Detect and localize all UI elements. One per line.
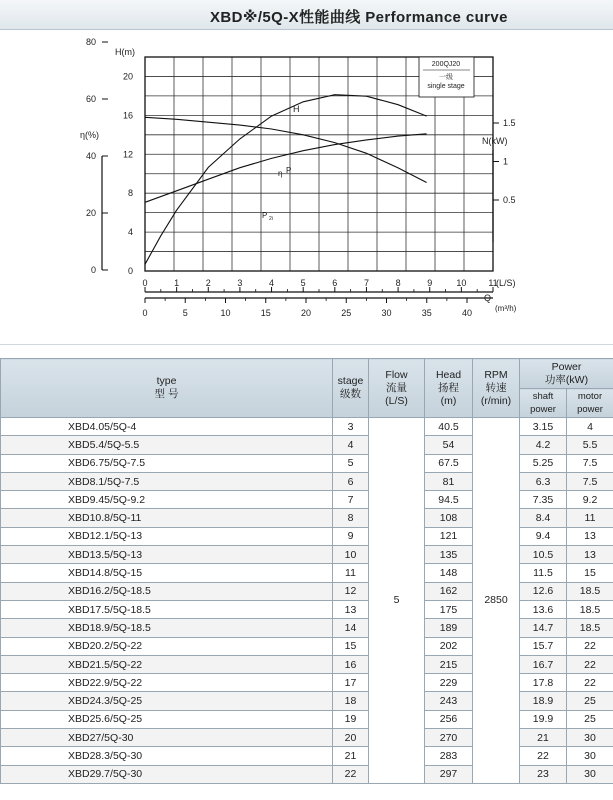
stage-cell: 17 bbox=[333, 674, 369, 692]
head-header-cn: 扬程 bbox=[438, 381, 459, 394]
rpm-cell: 2850 bbox=[473, 418, 520, 784]
shaft-power-cell: 8.4 bbox=[520, 509, 567, 527]
table-row bbox=[1, 600, 613, 618]
type-cell: XBD21.5/5Q-22 bbox=[1, 655, 333, 673]
shaft-power-cell: 10.5 bbox=[520, 546, 567, 564]
head-tick-label: 20 bbox=[122, 71, 133, 82]
model-box-note-cn: 一级 bbox=[439, 74, 453, 81]
head-cell: 121 bbox=[425, 527, 473, 545]
shaft-power-cell: 16.7 bbox=[520, 655, 567, 673]
table-row bbox=[1, 582, 613, 600]
stage-cell: 16 bbox=[333, 655, 369, 673]
motor-power-cell: 7.5 bbox=[567, 454, 613, 472]
head-cell: 215 bbox=[425, 655, 473, 673]
shaft-power-cell: 13.6 bbox=[520, 600, 567, 618]
motor-power-cell: 22 bbox=[567, 655, 613, 673]
type-cell: XBD4.05/5Q-4 bbox=[1, 418, 333, 436]
stage-cell: 10 bbox=[333, 546, 369, 564]
stage-cell: 3 bbox=[333, 418, 369, 436]
stage-cell: 9 bbox=[333, 527, 369, 545]
performance-table bbox=[0, 358, 613, 784]
head-cell: 189 bbox=[425, 619, 473, 637]
type-cell: XBD28.3/5Q-30 bbox=[1, 747, 333, 765]
motor-power-cell: 9.2 bbox=[567, 491, 613, 509]
stage-cell: 12 bbox=[333, 582, 369, 600]
shaft-power-cell: 5.25 bbox=[520, 454, 567, 472]
flow-m3h-tick-label: 30 bbox=[381, 308, 392, 318]
eff-tick-label: 40 bbox=[85, 151, 96, 161]
motor-power-cell: 5.5 bbox=[567, 436, 613, 454]
type-cell: XBD20.2/5Q-22 bbox=[1, 637, 333, 655]
stage-cell: 7 bbox=[333, 491, 369, 509]
head-cell: 175 bbox=[425, 600, 473, 618]
shaft-power-cell: 6.3 bbox=[520, 472, 567, 490]
eff-tick-label: 60 bbox=[85, 94, 96, 104]
eff-power-label: P bbox=[286, 166, 292, 175]
flow-m3h-axis-label: Q bbox=[484, 293, 492, 303]
flow-m3h-tick-label: 0 bbox=[142, 308, 148, 318]
power-header-cn: 功率(kW) bbox=[544, 373, 589, 386]
head-header-unit: (m) bbox=[440, 394, 457, 407]
shaft-power-cell: 3.15 bbox=[520, 418, 567, 436]
table-row bbox=[1, 436, 613, 454]
shaft-header-2: power bbox=[530, 404, 556, 415]
table-row bbox=[1, 564, 613, 582]
flow-m3h-tick-label: 25 bbox=[341, 308, 352, 318]
flow-ls-tick-label: 7 bbox=[363, 278, 369, 288]
flow-m3h-tick-label: 15 bbox=[260, 308, 271, 318]
motor-power-cell: 25 bbox=[567, 692, 613, 710]
col-header-shaft-power bbox=[520, 389, 567, 418]
flow-m3h-tick-label: 35 bbox=[421, 308, 432, 318]
stage-cell: 13 bbox=[333, 600, 369, 618]
shaft-power-cell: 17.8 bbox=[520, 674, 567, 692]
head-curve-label: H bbox=[293, 104, 300, 114]
table-row bbox=[1, 454, 613, 472]
power-tick-label: 0.5 bbox=[503, 195, 516, 205]
type-cell: XBD14.8/5Q-15 bbox=[1, 564, 333, 582]
head-tick-label: 8 bbox=[127, 188, 133, 199]
type-header-cn: 型 号 bbox=[154, 388, 179, 400]
type-cell: XBD8.1/5Q-7.5 bbox=[1, 472, 333, 490]
type-cell: XBD13.5/5Q-13 bbox=[1, 546, 333, 564]
model-box-model: 200QJ20 bbox=[431, 61, 461, 68]
flow-ls-tick-label: 10 bbox=[456, 278, 467, 288]
head-tick-label: 0 bbox=[127, 266, 133, 276]
table-row bbox=[1, 509, 613, 527]
motor-power-cell: 25 bbox=[567, 710, 613, 728]
flow-ls-tick-label: 9 bbox=[427, 278, 433, 288]
head-cell: 256 bbox=[425, 710, 473, 728]
stage-cell: 19 bbox=[333, 710, 369, 728]
shaft-power-cell: 9.4 bbox=[520, 527, 567, 545]
motor-power-cell: 13 bbox=[567, 527, 613, 545]
table-row bbox=[1, 674, 613, 692]
flow-ls-tick-label: 0 bbox=[142, 278, 148, 288]
table-row bbox=[1, 491, 613, 509]
shaft-power-cell: 12.6 bbox=[520, 582, 567, 600]
head-cell: 135 bbox=[425, 546, 473, 564]
flow-ls-tick-label: 8 bbox=[395, 278, 401, 288]
table-row bbox=[1, 619, 613, 637]
type-cell: XBD24.3/5Q-25 bbox=[1, 692, 333, 710]
flow-ls-tick-label: 6 bbox=[332, 278, 338, 288]
stage-cell: 20 bbox=[333, 729, 369, 747]
table-row bbox=[1, 637, 613, 655]
head-cell: 40.5 bbox=[425, 418, 473, 436]
type-cell: XBD10.8/5Q-11 bbox=[1, 509, 333, 527]
flow-ls-tick-label: 5 bbox=[300, 278, 306, 288]
shaft-power-cell: 21 bbox=[520, 729, 567, 747]
type-cell: XBD22.9/5Q-22 bbox=[1, 674, 333, 692]
shaft-power-cell: 7.35 bbox=[520, 491, 567, 509]
col-header-rpm bbox=[473, 359, 520, 418]
rpm-header-en: RPM bbox=[484, 368, 508, 381]
power-header-en: Power bbox=[551, 360, 582, 373]
flow-header-cn: 流量 bbox=[386, 381, 407, 394]
head-tick-label: 12 bbox=[122, 149, 133, 160]
motor-power-cell: 18.5 bbox=[567, 582, 613, 600]
type-cell: XBD6.75/5Q-7.5 bbox=[1, 454, 333, 472]
motor-header-2: power bbox=[577, 404, 603, 415]
head-cell: 148 bbox=[425, 564, 473, 582]
shaft-power-cell: 4.2 bbox=[520, 436, 567, 454]
type-cell: XBD16.2/5Q-18.5 bbox=[1, 582, 333, 600]
type-cell: XBD5.4/5Q-5.5 bbox=[1, 436, 333, 454]
stage-cell: 21 bbox=[333, 747, 369, 765]
type-cell: XBD9.45/5Q-9.2 bbox=[1, 491, 333, 509]
table-row bbox=[1, 765, 613, 783]
table-row bbox=[1, 729, 613, 747]
head-cell: 283 bbox=[425, 747, 473, 765]
head-tick-label: 4 bbox=[127, 227, 133, 238]
stage-cell: 18 bbox=[333, 692, 369, 710]
rpm-header-unit: (r/min) bbox=[480, 394, 512, 407]
stage-header-cn: 级数 bbox=[340, 388, 361, 400]
head-cell: 270 bbox=[425, 729, 473, 747]
table-body bbox=[1, 418, 613, 784]
flow-m3h-tick-label: 5 bbox=[182, 308, 188, 318]
flow-ls-tick-label: 3 bbox=[237, 278, 243, 288]
title-bar bbox=[0, 0, 613, 30]
col-header-stage bbox=[333, 359, 369, 418]
motor-power-cell: 7.5 bbox=[567, 472, 613, 490]
col-header-head bbox=[425, 359, 473, 418]
motor-power-cell: 15 bbox=[567, 564, 613, 582]
stage-cell: 22 bbox=[333, 765, 369, 783]
head-header-en: Head bbox=[435, 368, 462, 381]
head-cell: 67.5 bbox=[425, 454, 473, 472]
table-row bbox=[1, 546, 613, 564]
table-row bbox=[1, 710, 613, 728]
rpm-header-cn: 转速 bbox=[485, 381, 507, 394]
motor-power-cell: 30 bbox=[567, 729, 613, 747]
stage-cell: 14 bbox=[333, 619, 369, 637]
stage-cell: 8 bbox=[333, 509, 369, 527]
type-cell: XBD17.5/5Q-18.5 bbox=[1, 600, 333, 618]
page-title: XBD※/5Q-X性能曲线 Performance curve bbox=[210, 9, 508, 26]
head-cell: 297 bbox=[425, 765, 473, 783]
motor-power-cell: 22 bbox=[567, 637, 613, 655]
table-row bbox=[1, 747, 613, 765]
type-cell: XBD18.9/5Q-18.5 bbox=[1, 619, 333, 637]
flow-m3h-tick-label: 10 bbox=[220, 308, 231, 318]
power-curve-label: P bbox=[262, 211, 268, 220]
eff-tick-label: 0 bbox=[90, 265, 96, 275]
motor-power-cell: 22 bbox=[567, 674, 613, 692]
performance-chart bbox=[0, 30, 613, 345]
power-curve-subscript: 2i bbox=[269, 216, 273, 222]
col-header-motor-power bbox=[567, 389, 613, 418]
shaft-power-cell: 23 bbox=[520, 765, 567, 783]
head-cell: 229 bbox=[425, 674, 473, 692]
eff-tick-label: 80 bbox=[85, 37, 96, 47]
col-header-power bbox=[520, 359, 613, 389]
head-cell: 162 bbox=[425, 582, 473, 600]
type-cell: XBD27/5Q-30 bbox=[1, 729, 333, 747]
motor-power-cell: 11 bbox=[567, 509, 613, 527]
head-tick-label: 16 bbox=[122, 110, 133, 121]
shaft-header-1: shaft bbox=[532, 391, 554, 402]
head-cell: 108 bbox=[425, 509, 473, 527]
shaft-power-cell: 15.7 bbox=[520, 637, 567, 655]
head-cell: 81 bbox=[425, 472, 473, 490]
flow-ls-tick-label: 1 bbox=[174, 278, 180, 288]
head-cell: 94.5 bbox=[425, 491, 473, 509]
flow-header-unit: (L/S) bbox=[385, 394, 408, 407]
flow-ls-tick-label: 2 bbox=[205, 278, 211, 288]
motor-power-cell: 18.5 bbox=[567, 600, 613, 618]
eff-axis-label: η(%) bbox=[80, 130, 100, 140]
type-cell: XBD25.6/5Q-25 bbox=[1, 710, 333, 728]
flow-m3h-unit: (m³/h) bbox=[495, 304, 517, 313]
flow-cell: 5 bbox=[369, 418, 425, 784]
flow-header-en: Flow bbox=[385, 368, 408, 381]
motor-header-1: motor bbox=[577, 391, 603, 402]
table-row bbox=[1, 472, 613, 490]
head-axis-label: H(m) bbox=[115, 47, 135, 57]
type-cell: XBD12.1/5Q-13 bbox=[1, 527, 333, 545]
shaft-power-cell: 19.9 bbox=[520, 710, 567, 728]
head-cell: 54 bbox=[425, 436, 473, 454]
power-axis-label: N(kW) bbox=[482, 136, 508, 146]
stage-cell: 6 bbox=[333, 472, 369, 490]
motor-power-cell: 30 bbox=[567, 747, 613, 765]
stage-cell: 4 bbox=[333, 436, 369, 454]
table-row bbox=[1, 527, 613, 545]
flow-ls-tick-label: 11 bbox=[488, 278, 498, 288]
col-header-type bbox=[1, 359, 333, 418]
flow-m3h-tick-label: 40 bbox=[461, 308, 473, 318]
shaft-power-cell: 22 bbox=[520, 747, 567, 765]
stage-header-en: stage bbox=[337, 375, 364, 387]
stage-cell: 15 bbox=[333, 637, 369, 655]
table-row bbox=[1, 418, 613, 436]
motor-power-cell: 13 bbox=[567, 546, 613, 564]
power-tick-label: 1 bbox=[503, 156, 509, 167]
table-row bbox=[1, 692, 613, 710]
motor-power-cell: 30 bbox=[567, 765, 613, 783]
power-tick-label: 1.5 bbox=[503, 118, 516, 128]
motor-power-cell: 18.5 bbox=[567, 619, 613, 637]
head-cell: 202 bbox=[425, 637, 473, 655]
shaft-power-cell: 14.7 bbox=[520, 619, 567, 637]
flow-ls-tick-label: 4 bbox=[269, 278, 275, 288]
shaft-power-cell: 11.5 bbox=[520, 564, 567, 582]
eff-tick-label: 20 bbox=[85, 208, 96, 218]
flow-m3h-tick-label: 20 bbox=[300, 308, 312, 318]
head-cell: 243 bbox=[425, 692, 473, 710]
model-box-note-en: single stage bbox=[427, 83, 465, 90]
table-row bbox=[1, 655, 613, 673]
type-cell: XBD29.7/5Q-30 bbox=[1, 765, 333, 783]
stage-cell: 5 bbox=[333, 454, 369, 472]
col-header-flow bbox=[369, 359, 425, 418]
table-header-row bbox=[1, 359, 613, 389]
flow-ls-unit: (L/S) bbox=[496, 278, 516, 288]
stage-cell: 11 bbox=[333, 564, 369, 582]
shaft-power-cell: 18.9 bbox=[520, 692, 567, 710]
motor-power-cell: 4 bbox=[567, 418, 613, 436]
eff-curve-label: η bbox=[278, 169, 283, 178]
type-header-en: type bbox=[156, 375, 177, 387]
